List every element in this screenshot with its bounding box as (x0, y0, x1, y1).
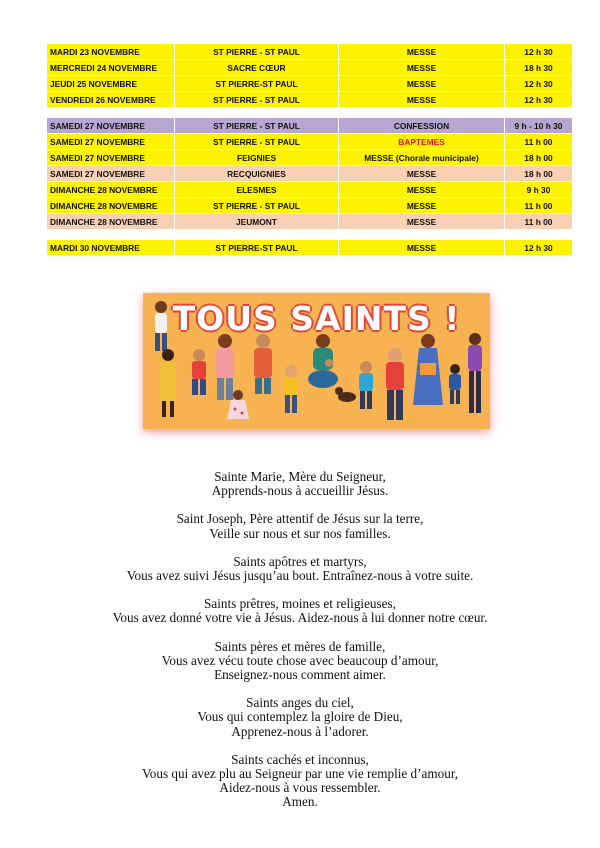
prayer-line: Enseignez-nous comment aimer. (214, 667, 386, 683)
prayer-stanza (0, 597, 600, 625)
row-time: 9 h - 10 h 30 (505, 118, 572, 133)
tous-saints-banner (143, 293, 490, 429)
row-type: MESSE (339, 214, 505, 229)
row-date: DIMANCHE 28 NOVEMBRE (47, 182, 175, 197)
prayer-line: Vous avez donné votre vie à Jésus. Aidez-nous à lui donner notre cœur. (112, 610, 488, 626)
row-type: BAPTEMES (339, 134, 505, 149)
person-figure (216, 334, 234, 400)
schedule-row (47, 214, 572, 229)
row-time: 12 h 30 (505, 240, 572, 255)
person-figure (254, 334, 272, 394)
row-time: 12 h 30 (505, 76, 572, 91)
prayer-stanza (0, 555, 600, 583)
prayer-line: Veille sur nous et sur nos familles. (209, 525, 391, 541)
row-type: CONFESSION (339, 118, 505, 133)
person-figure (335, 361, 373, 409)
row-date: DIMANCHE 28 NOVEMBRE (47, 198, 175, 213)
row-place: RECQUIGNIES (175, 166, 339, 181)
schedule-row (47, 92, 572, 107)
row-date: MARDI 23 NOVEMBRE (47, 44, 175, 59)
row-date: MARDI 30 NOVEMBRE (47, 240, 175, 255)
prayer-line: Saint Joseph, Père attentif de Jésus sur la terre, (176, 511, 424, 527)
row-type: MESSE (339, 182, 505, 197)
person-figure (468, 333, 482, 413)
schedule-row (47, 198, 572, 213)
row-type: MESSE (339, 76, 505, 91)
row-date: JEUDI 25 NOVEMBRE (47, 76, 175, 91)
prayer-stanza (0, 470, 600, 498)
prayer-text (0, 470, 600, 824)
row-date: VENDREDI 26 NOVEMBRE (47, 92, 175, 107)
row-place: ST PIERRE - ST PAUL (175, 44, 339, 59)
row-place: ST PIERRE-ST PAUL (175, 240, 339, 255)
row-type: MESSE (339, 92, 505, 107)
prayer-line: Apprenez-nous à l’adorer. (231, 723, 369, 739)
row-type: MESSE (339, 166, 505, 181)
prayer-line: Sainte Marie, Mère du Seigneur, (214, 469, 386, 484)
mass-schedule-table (47, 44, 572, 256)
row-date: MERCREDI 24 NOVEMBRE (47, 60, 175, 75)
prayer-stanza (0, 753, 600, 810)
schedule-row (47, 166, 572, 181)
row-type: MESSE (339, 240, 505, 255)
row-place: FEIGNIES (175, 150, 339, 165)
row-place: ST PIERRE - ST PAUL (175, 198, 339, 213)
prayer-stanza (0, 696, 600, 739)
prayer-line: Saints apôtres et martyrs, (233, 553, 367, 569)
prayer-line: Saints cachés et inconnus, (231, 751, 369, 767)
prayer-line: Vous qui avez plu au Seigneur par une vie remplie d’amour, (141, 766, 458, 782)
schedule-row (47, 240, 572, 255)
banner-title: TOUS SAINTS ! (172, 299, 461, 338)
row-type: MESSE (339, 44, 505, 59)
schedule-row (47, 118, 572, 133)
schedule-row (47, 76, 572, 91)
person-figure (192, 349, 206, 395)
prayer-line: Aidez-nous à vous ressembler. (219, 780, 381, 796)
person-figure (413, 334, 443, 405)
row-place: ELESMES (175, 182, 339, 197)
row-place: ST PIERRE - ST PAUL (175, 92, 339, 107)
row-time: 11 h 00 (505, 214, 572, 229)
row-type: MESSE (Chorale municipale) (339, 150, 505, 165)
row-time: 9 h 30 (505, 182, 572, 197)
row-type: MESSE (339, 60, 505, 75)
row-time: 18 h 30 (505, 60, 572, 75)
row-date: SAMEDI 27 NOVEMBRE (47, 150, 175, 165)
person-figure (160, 349, 176, 417)
row-date: DIMANCHE 28 NOVEMBRE (47, 214, 175, 229)
row-date: SAMEDI 27 NOVEMBRE (47, 134, 175, 149)
person-figure (386, 348, 404, 420)
row-place: ST PIERRE - ST PAUL (175, 134, 339, 149)
person-figure (449, 364, 461, 404)
prayer-line: Vous avez vécu toute chose avec beaucoup d’amour, (161, 652, 439, 668)
schedule-row (47, 44, 572, 59)
person-figure (308, 334, 338, 388)
row-time: 12 h 30 (505, 92, 572, 107)
row-time: 11 h 00 (505, 198, 572, 213)
prayer-line: Vous qui contemplez la gloire de Dieu, (197, 709, 403, 725)
group-spacer (47, 230, 572, 240)
row-date: SAMEDI 27 NOVEMBRE (47, 166, 175, 181)
prayer-line: Apprends-nous à accueillir Jésus. (211, 483, 389, 499)
schedule-row (47, 134, 572, 149)
prayer-line: Vous avez suivi Jésus jusqu’au bout. Entraînez-nous à votre suite. (126, 568, 474, 584)
prayer-line: Saints prêtres, moines et religieuses, (204, 596, 396, 612)
row-place: JEUMONT (175, 214, 339, 229)
schedule-row (47, 60, 572, 75)
schedule-row (47, 182, 572, 197)
row-time: 18 h 00 (505, 166, 572, 181)
prayer-amen: Amen. (282, 794, 318, 810)
row-place: ST PIERRE - ST PAUL (175, 118, 339, 133)
schedule-row (47, 150, 572, 165)
group-spacer (47, 108, 572, 118)
person-figure (284, 365, 298, 413)
prayer-line: Saints pères et mères de famille, (214, 638, 386, 654)
row-place: SACRE CŒUR (175, 60, 339, 75)
row-date: SAMEDI 27 NOVEMBRE (47, 118, 175, 133)
prayer-line: Saints anges du ciel, (246, 695, 354, 711)
row-place: ST PIERRE-ST PAUL (175, 76, 339, 91)
row-time: 18 h 00 (505, 150, 572, 165)
row-type: MESSE (339, 198, 505, 213)
row-time: 12 h 30 (505, 44, 572, 59)
row-time: 11 h 00 (505, 134, 572, 149)
prayer-stanza (0, 512, 600, 540)
prayer-stanza (0, 640, 600, 683)
